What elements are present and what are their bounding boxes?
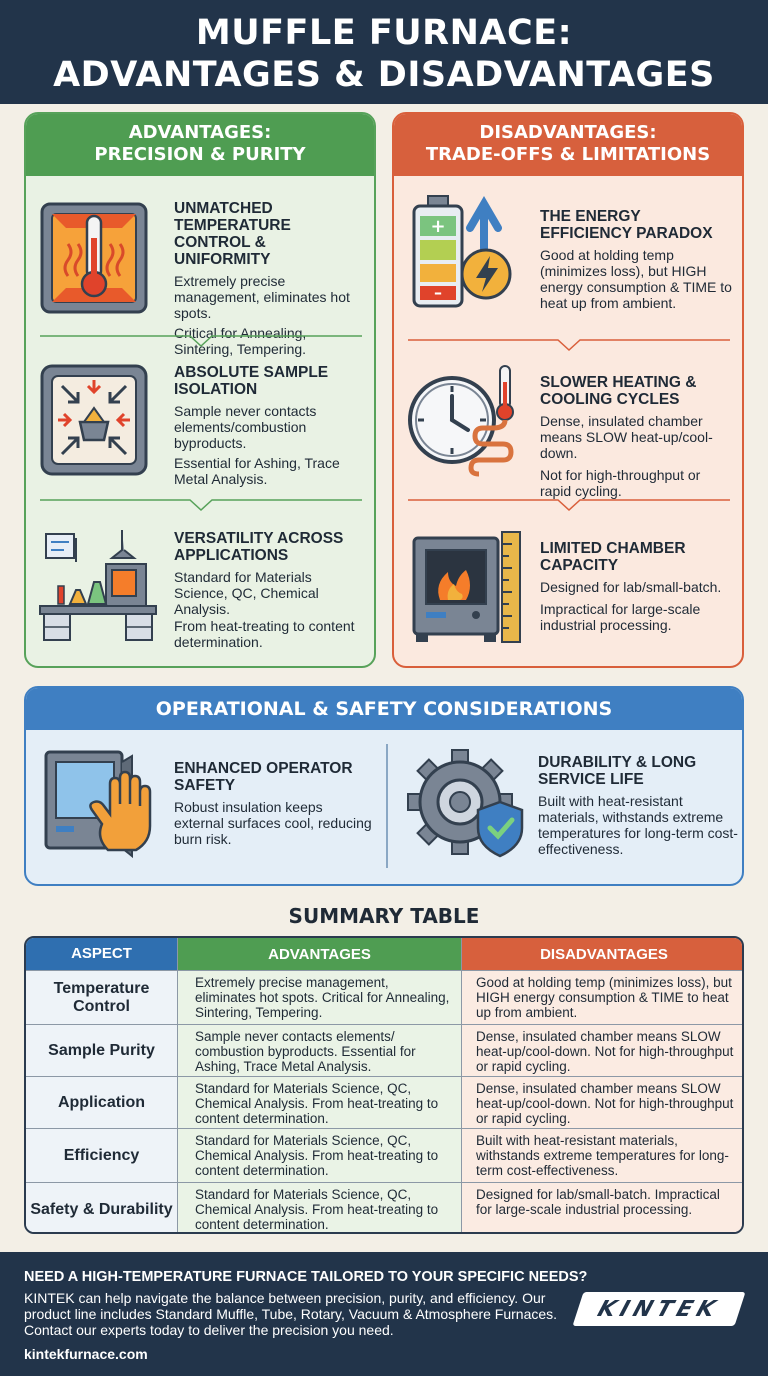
aspect-cell: Sample Purity [26, 1025, 178, 1076]
disadvantage-item-capacity [394, 514, 742, 664]
disadvantage-item-energy [394, 186, 742, 336]
section-divider [408, 498, 730, 514]
advantage-cell: Extremely precise management, eliminates hot spots. Critical for Annealing, Sintering, Tempering. [178, 971, 462, 1024]
aspect-cell: Safety & Durability [26, 1183, 178, 1234]
advantage-item-versatility [26, 514, 374, 664]
advantages-subtitle: PRECISION & PURITY [94, 144, 306, 165]
svg-text:–: – [434, 283, 442, 302]
operational-heading: DURABILITY & LONG SERVICE LIFE [538, 754, 697, 788]
footer-body: KINTEK can help navigate the balance between precision, purity, and efficiency. Our product line includes Standard Muffle, Tube, Rotary, Vacuum & Atmosphere Furnaces. Contact our experts today to deliver the precision you need. [24, 1290, 558, 1338]
disadvantages-panel [392, 112, 744, 668]
aspect-cell: Temperature Control [26, 971, 178, 1024]
section-divider [40, 334, 362, 350]
disadvantage-cell: Built with heat-resistant materials, withstands extreme temperatures for long-term cost-effectiveness. [462, 1129, 744, 1182]
advantage-cell: Standard for Materials Science, QC, Chemical Analysis. From heat-treating to content determination. [178, 1077, 462, 1128]
advantage-text: Extremely precise management, eliminates hot spots. [174, 273, 350, 321]
disadvantages-subtitle: TRADE-OFFS & LIMITATIONS [425, 144, 711, 165]
summary-title: SUMMARY TABLE [288, 904, 480, 928]
advantage-heading: ABSOLUTE SAMPLE ISOLATION [174, 364, 329, 398]
sample-isolation-icon [38, 358, 150, 482]
table-row [26, 1182, 742, 1234]
disadvantage-text: Good at holding temp (minimizes loss), but HIGH energy consumption & TIME to heat up from ambient. [540, 247, 732, 311]
disadvantage-text: Designed for lab/small-batch. [540, 579, 722, 595]
lab-bench-icon [36, 520, 160, 644]
clock-thermometer-icon [406, 356, 518, 480]
operational-title: OPERATIONAL & SAFETY CONSIDERATIONS [26, 688, 742, 730]
disadvantage-cell: Good at holding temp (minimizes loss), but HIGH energy consumption & TIME to heat up from ambient. [462, 971, 744, 1024]
operational-text: Built with heat-resistant materials, withstands extreme temperatures for long-term cost-effectiveness. [538, 793, 738, 857]
disadvantages-header [394, 114, 742, 176]
page-title-line1: MUFFLE FURNACE: [195, 13, 573, 53]
page-header [0, 0, 768, 104]
advantage-heading: VERSATILITY ACROSS APPLICATIONS [174, 530, 344, 564]
disadvantage-cell: Dense, insulated chamber means SLOW heat-up/cool-down. Not for high-throughput or rapid cycling. [462, 1025, 744, 1076]
disadvantage-text: Impractical for large-scale industrial processing. [540, 601, 701, 633]
section-divider [40, 498, 362, 514]
table-row [26, 1128, 742, 1182]
advantage-text: Critical for Annealing, Sintering, Tempering. [174, 325, 307, 357]
disadvantage-item-cycles [394, 354, 742, 504]
battery-energy-icon [406, 192, 518, 316]
furnace-ruler-icon [406, 524, 518, 648]
disadvantage-cell: Dense, insulated chamber means SLOW heat-up/cool-down. Not for high-throughput or rapid cycling. [462, 1077, 744, 1128]
column-header-aspect: ASPECT [26, 938, 178, 970]
column-header-disadvantages: DISADVANTAGES [462, 938, 744, 970]
operational-panel [24, 686, 744, 886]
gear-shield-icon [404, 740, 528, 864]
thermometer-chamber-icon [38, 196, 150, 320]
advantage-text: Standard for Materials Science, QC, Chemical Analysis. [174, 569, 319, 617]
advantage-text: From heat-treating to content determination. [174, 618, 355, 650]
operational-heading: ENHANCED OPERATOR SAFETY [174, 760, 353, 794]
aspect-cell: Efficiency [26, 1129, 178, 1182]
operational-text: Robust insulation keeps external surfaces cool, reducing burn risk. [174, 799, 372, 847]
advantage-item-isolation [26, 350, 374, 500]
column-header-advantages: ADVANTAGES [178, 938, 462, 970]
disadvantage-heading: SLOWER HEATING & COOLING CYCLES [540, 374, 697, 408]
advantage-cell: Standard for Materials Science, QC, Chemical Analysis. From heat-treating to content determination. [178, 1129, 462, 1182]
advantages-header [26, 114, 374, 176]
disadvantage-text: Not for high-throughput or rapid cycling. [540, 467, 701, 499]
disadvantage-text: Dense, insulated chamber means SLOW heat-up/cool-down. [540, 413, 713, 461]
advantage-text: Essential for Ashing, Trace Metal Analysis. [174, 455, 340, 487]
advantages-title: ADVANTAGES: [128, 122, 272, 143]
aspect-cell: Application [26, 1077, 178, 1128]
summary-table [24, 936, 744, 1234]
advantage-cell: Standard for Materials Science, QC, Chemical Analysis. From heat-treating to content determination. [178, 1183, 462, 1234]
logo-text: KINTEK [594, 1296, 724, 1322]
footer [0, 1252, 768, 1376]
advantage-heading: UNMATCHED TEMPERATURE CONTROL & UNIFORMITY [174, 200, 291, 268]
disadvantages-title: DISADVANTAGES: [479, 122, 657, 143]
advantage-item-temperature [26, 186, 374, 357]
footer-question: NEED A HIGH-TEMPERATURE FURNACE TAILORED TO YOUR SPECIFIC NEEDS? [24, 1269, 588, 1285]
table-row [26, 1076, 742, 1128]
disadvantage-cell: Designed for lab/small-batch. Impractical for large-scale industrial processing. [462, 1183, 744, 1234]
advantage-cell: Sample never contacts elements/ combustion byproducts. Essential for Ashing, Trace Metal Analysis. [178, 1025, 462, 1076]
kintek-logo[interactable] [572, 1292, 745, 1326]
advantage-text: Sample never contacts elements/combustion byproducts. [174, 403, 317, 451]
table-row [26, 1024, 742, 1076]
disadvantage-heading: LIMITED CHAMBER CAPACITY [540, 540, 686, 574]
table-header-row [26, 938, 742, 970]
operational-item-durability [26, 736, 742, 882]
table-row [26, 970, 742, 1024]
page-title-line2: ADVANTAGES & DISADVANTAGES [53, 55, 715, 95]
disadvantage-heading: THE ENERGY EFFICIENCY PARADOX [540, 208, 713, 242]
svg-text:+: + [430, 216, 446, 237]
advantages-panel [24, 112, 376, 668]
footer-url-link[interactable]: kintekfurnace.com [24, 1346, 148, 1362]
section-divider [408, 338, 730, 354]
